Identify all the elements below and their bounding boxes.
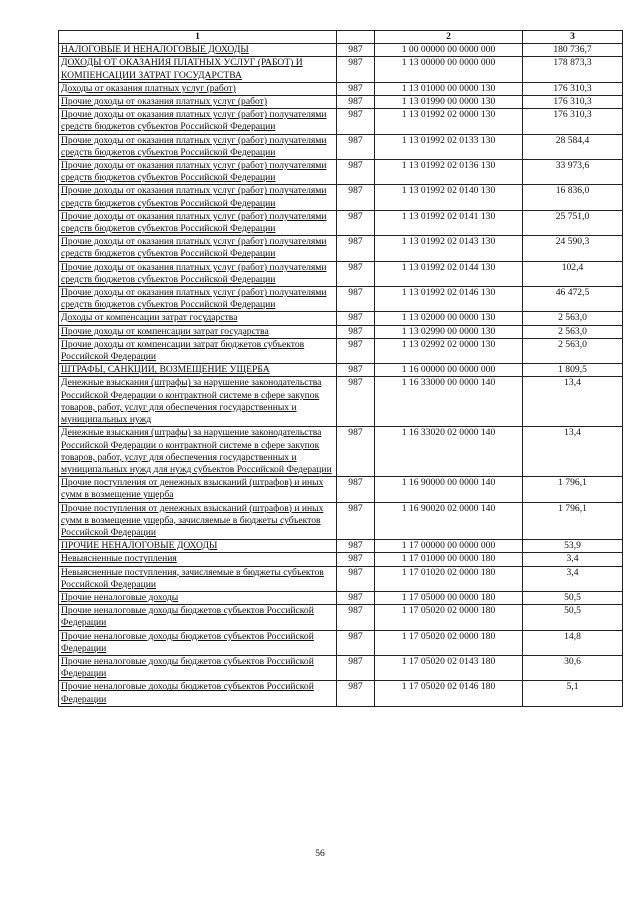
cell-name: Денежные взыскания (штрафы) за нарушение законодательства Российской Федерации о контрактной системе в сфере закупок товаров, работ, услуг для обеспечения государственных и муниципальных нужд для нужд субъектов Российской Федерации	[59, 427, 337, 477]
cell-name: Прочие доходы от оказания платных услуг (работ) получателями средств бюджетов субъектов Российской Федерации	[59, 160, 337, 185]
cell-amount: 176 310,3	[523, 82, 623, 95]
revenue-table	[58, 30, 623, 707]
cell-amount: 50,5	[523, 605, 623, 630]
cell-name: Прочие доходы от оказания платных услуг (работ) получателями средств бюджетов субъектов Российской Федерации	[59, 134, 337, 159]
cell-kbk: 1 16 00000 00 0000 000	[375, 364, 523, 377]
table-body	[59, 44, 623, 707]
cell-name: ПРОЧИЕ НЕНАЛОГОВЫЕ ДОХОДЫ	[59, 540, 337, 553]
cell-kbk: 1 13 01992 02 0146 130	[375, 287, 523, 312]
cell-name: Денежные взыскания (штрафы) за нарушение законодательства Российской Федерации о контрактной системе в сфере закупок товаров, работ, услуг для обеспечения государственных и муниципальных нужд	[59, 377, 337, 427]
cell-code: 987	[337, 185, 375, 210]
table-row	[59, 325, 623, 338]
cell-code: 987	[337, 605, 375, 630]
table-row	[59, 477, 623, 502]
cell-code: 987	[337, 287, 375, 312]
cell-amount: 53,9	[523, 540, 623, 553]
cell-name: Невыясненные поступления, зачисляемые в бюджеты субъектов Российской Федерации	[59, 566, 337, 591]
cell-kbk: 1 13 02000 00 0000 130	[375, 312, 523, 325]
cell-amount: 13,4	[523, 377, 623, 427]
cell-code: 987	[337, 210, 375, 235]
cell-kbk: 1 17 05020 02 0000 180	[375, 605, 523, 630]
table-row	[59, 502, 623, 540]
table-row	[59, 591, 623, 604]
table-row	[59, 377, 623, 427]
cell-kbk: 1 13 01992 02 0141 130	[375, 210, 523, 235]
cell-kbk: 1 17 01000 00 0000 180	[375, 553, 523, 566]
cell-name: Прочие поступления от денежных взысканий (штрафов) и иных сумм в возмещение ущерба	[59, 477, 337, 502]
cell-name: Прочие доходы от оказания платных услуг (работ) получателями средств бюджетов субъектов Российской Федерации	[59, 185, 337, 210]
table-row	[59, 681, 623, 706]
cell-kbk: 1 16 33020 02 0000 140	[375, 427, 523, 477]
cell-name: ДОХОДЫ ОТ ОКАЗАНИЯ ПЛАТНЫХ УСЛУГ (РАБОТ) И КОМПЕНСАЦИИ ЗАТРАТ ГОСУДАРСТВА	[59, 57, 337, 82]
cell-code: 987	[337, 477, 375, 502]
table-row	[59, 566, 623, 591]
cell-kbk: 1 13 02992 02 0000 130	[375, 338, 523, 363]
cell-code: 987	[337, 655, 375, 680]
table-row	[59, 287, 623, 312]
cell-kbk: 1 13 01992 02 0144 130	[375, 261, 523, 286]
column-header-name: 1	[59, 31, 337, 44]
table-row	[59, 553, 623, 566]
cell-kbk: 1 16 90000 00 0000 140	[375, 477, 523, 502]
cell-name: Доходы от оказания платных услуг (работ)	[59, 82, 337, 95]
cell-kbk: 1 13 01990 00 0000 130	[375, 96, 523, 109]
cell-code: 987	[337, 134, 375, 159]
cell-kbk: 1 16 90020 02 0000 140	[375, 502, 523, 540]
cell-code: 987	[337, 630, 375, 655]
cell-amount: 3,4	[523, 566, 623, 591]
cell-name: Прочие доходы от оказания платных услуг (работ) получателями средств бюджетов субъектов Российской Федерации	[59, 287, 337, 312]
cell-code: 987	[337, 57, 375, 82]
cell-amount: 24 590,3	[523, 236, 623, 261]
table-row	[59, 210, 623, 235]
cell-kbk: 1 17 05020 02 0143 180	[375, 655, 523, 680]
cell-code: 987	[337, 325, 375, 338]
cell-code: 987	[337, 312, 375, 325]
cell-name: Прочие доходы от оказания платных услуг (работ) получателями средств бюджетов субъектов Российской Федерации	[59, 109, 337, 134]
cell-kbk: 1 13 02990 00 0000 130	[375, 325, 523, 338]
cell-kbk: 1 17 00000 00 0000 000	[375, 540, 523, 553]
cell-name: Прочие неналоговые доходы бюджетов субъектов Российской Федерации	[59, 605, 337, 630]
table-row	[59, 655, 623, 680]
cell-amount: 25 751,0	[523, 210, 623, 235]
cell-code: 987	[337, 160, 375, 185]
cell-amount: 13,4	[523, 427, 623, 477]
column-header-code	[337, 31, 375, 44]
cell-kbk: 1 13 01992 02 0000 130	[375, 109, 523, 134]
table-row	[59, 364, 623, 377]
cell-amount: 2 563,0	[523, 338, 623, 363]
cell-code: 987	[337, 109, 375, 134]
cell-code: 987	[337, 96, 375, 109]
cell-name: Прочие доходы от оказания платных услуг (работ) получателями средств бюджетов субъектов Российской Федерации	[59, 261, 337, 286]
table-row	[59, 312, 623, 325]
table-header-row	[59, 31, 623, 44]
cell-amount: 1 809,5	[523, 364, 623, 377]
table-row	[59, 96, 623, 109]
cell-amount: 2 563,0	[523, 312, 623, 325]
cell-amount: 30,6	[523, 655, 623, 680]
cell-name: Прочие доходы от оказания платных услуг (работ) получателями средств бюджетов субъектов Российской Федерации	[59, 210, 337, 235]
cell-amount: 5,1	[523, 681, 623, 706]
table-row	[59, 236, 623, 261]
cell-amount: 16 836,0	[523, 185, 623, 210]
cell-name: Доходы от компенсации затрат государства	[59, 312, 337, 325]
cell-name: НАЛОГОВЫЕ И НЕНАЛОГОВЫЕ ДОХОДЫ	[59, 44, 337, 57]
cell-name: Прочие доходы от оказания платных услуг (работ)	[59, 96, 337, 109]
cell-kbk: 1 17 01020 02 0000 180	[375, 566, 523, 591]
cell-name: Прочие неналоговые доходы бюджетов субъектов Российской Федерации	[59, 681, 337, 706]
cell-name: Прочие доходы от оказания платных услуг (работ) получателями средств бюджетов субъектов Российской Федерации	[59, 236, 337, 261]
table-row	[59, 261, 623, 286]
table-row	[59, 427, 623, 477]
cell-kbk: 1 17 05020 02 0146 180	[375, 681, 523, 706]
cell-amount: 3,4	[523, 553, 623, 566]
cell-amount: 176 310,3	[523, 96, 623, 109]
page-number: 56	[315, 848, 325, 859]
cell-code: 987	[337, 553, 375, 566]
cell-kbk: 1 17 05020 02 0000 180	[375, 630, 523, 655]
table-row	[59, 630, 623, 655]
cell-code: 987	[337, 377, 375, 427]
cell-kbk: 1 13 00000 00 0000 000	[375, 57, 523, 82]
column-header-kbk: 2	[375, 31, 523, 44]
cell-amount: 2 563,0	[523, 325, 623, 338]
cell-amount: 46 472,5	[523, 287, 623, 312]
cell-code: 987	[337, 364, 375, 377]
table-row	[59, 160, 623, 185]
cell-amount: 1 796,1	[523, 477, 623, 502]
cell-amount: 178 873,3	[523, 57, 623, 82]
cell-amount: 50,5	[523, 591, 623, 604]
cell-code: 987	[337, 338, 375, 363]
cell-code: 987	[337, 44, 375, 57]
cell-name: ШТРАФЫ, САНКЦИИ, ВОЗМЕЩЕНИЕ УЩЕРБА	[59, 364, 337, 377]
cell-amount: 28 584,4	[523, 134, 623, 159]
cell-code: 987	[337, 681, 375, 706]
cell-code: 987	[337, 540, 375, 553]
cell-amount: 1 796,1	[523, 502, 623, 540]
cell-kbk: 1 00 00000 00 0000 000	[375, 44, 523, 57]
cell-name: Прочие поступления от денежных взысканий (штрафов) и иных сумм в возмещение ущерба, зачисляемые в бюджеты субъектов Российской Федерации	[59, 502, 337, 540]
cell-kbk: 1 13 01000 00 0000 130	[375, 82, 523, 95]
cell-amount: 102,4	[523, 261, 623, 286]
table-row	[59, 605, 623, 630]
table-row	[59, 540, 623, 553]
cell-name: Прочие неналоговые доходы бюджетов субъектов Российской Федерации	[59, 655, 337, 680]
cell-code: 987	[337, 591, 375, 604]
cell-kbk: 1 13 01992 02 0136 130	[375, 160, 523, 185]
cell-code: 987	[337, 236, 375, 261]
cell-amount: 180 736,7	[523, 44, 623, 57]
cell-amount: 176 310,3	[523, 109, 623, 134]
cell-name: Прочие неналоговые доходы	[59, 591, 337, 604]
cell-amount: 14,8	[523, 630, 623, 655]
cell-code: 987	[337, 502, 375, 540]
cell-kbk: 1 17 05000 00 0000 180	[375, 591, 523, 604]
table-row	[59, 109, 623, 134]
cell-code: 987	[337, 82, 375, 95]
cell-name: Прочие неналоговые доходы бюджетов субъектов Российской Федерации	[59, 630, 337, 655]
cell-name: Прочие доходы от компенсации затрат государства	[59, 325, 337, 338]
column-header-amount: 3	[523, 31, 623, 44]
cell-kbk: 1 16 33000 00 0000 140	[375, 377, 523, 427]
cell-code: 987	[337, 261, 375, 286]
table-row	[59, 44, 623, 57]
cell-code: 987	[337, 427, 375, 477]
cell-code: 987	[337, 566, 375, 591]
cell-name: Прочие доходы от компенсации затрат бюджетов субъектов Российской Федерации	[59, 338, 337, 363]
cell-kbk: 1 13 01992 02 0140 130	[375, 185, 523, 210]
cell-kbk: 1 13 01992 02 0143 130	[375, 236, 523, 261]
table-row	[59, 82, 623, 95]
cell-amount: 33 973,6	[523, 160, 623, 185]
table-row	[59, 134, 623, 159]
table-row	[59, 57, 623, 82]
cell-kbk: 1 13 01992 02 0133 130	[375, 134, 523, 159]
table-row	[59, 338, 623, 363]
cell-name: Невыясненные поступления	[59, 553, 337, 566]
table-row	[59, 185, 623, 210]
